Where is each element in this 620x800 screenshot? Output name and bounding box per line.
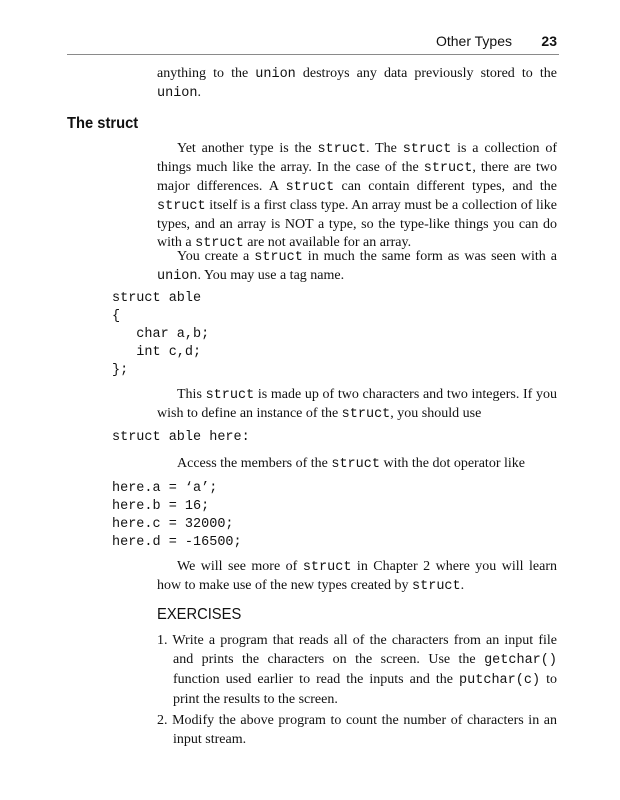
code-member-access: here.a = ‘a’; here.b = 16; here.c = 32000; here.d = -16500; xyxy=(112,481,242,550)
page-number: 23 xyxy=(541,33,557,49)
paragraph-see-more: We will see more of struct in Chapter 2 where you will learn how to make use of the new types created by struct. xyxy=(157,559,558,594)
paragraph-access-members: Access the members of the struct with the dot operator like xyxy=(177,456,525,472)
exercise-item-2: 2. Modify the above program to count the number of characters in an input stream. xyxy=(157,713,558,747)
running-title: Other Types xyxy=(435,33,512,49)
running-header xyxy=(67,28,559,55)
paragraph-create-struct: You create a struct in much the same form as was seen with a union. You may use a tag name. xyxy=(157,249,557,284)
code-struct-definition: struct able { char a,b; int c,d; }; xyxy=(112,291,210,378)
paragraph-made-up: This struct is made up of two characters and two integers. If you wish to define an instance of the struct, you should use xyxy=(157,387,558,422)
section-heading: The struct xyxy=(67,115,139,132)
code-struct-instance: struct able here: xyxy=(112,430,250,445)
paragraph-union-end: anything to the union destroys any data previously stored to the union. xyxy=(157,66,557,101)
paragraph-struct-intro: Yet another type is the struct. The struct is a collection of things much like the array. In the case of the struct, there are two major differences. A struct can contain different types, and the struct itself is a first class type. An array must be a collection of like types, and an array is NOT a type, so the type-like things you can do with a struct are not available for an array. xyxy=(157,141,557,251)
exercises-heading: EXERCISES xyxy=(157,606,242,623)
exercise-item-1: 1. Write a program that reads all of the characters from an input file and prints the characters on the screen. Use the getchar() function used earlier to read the inputs and the putchar(c) to print the results to the screen. xyxy=(157,633,557,707)
